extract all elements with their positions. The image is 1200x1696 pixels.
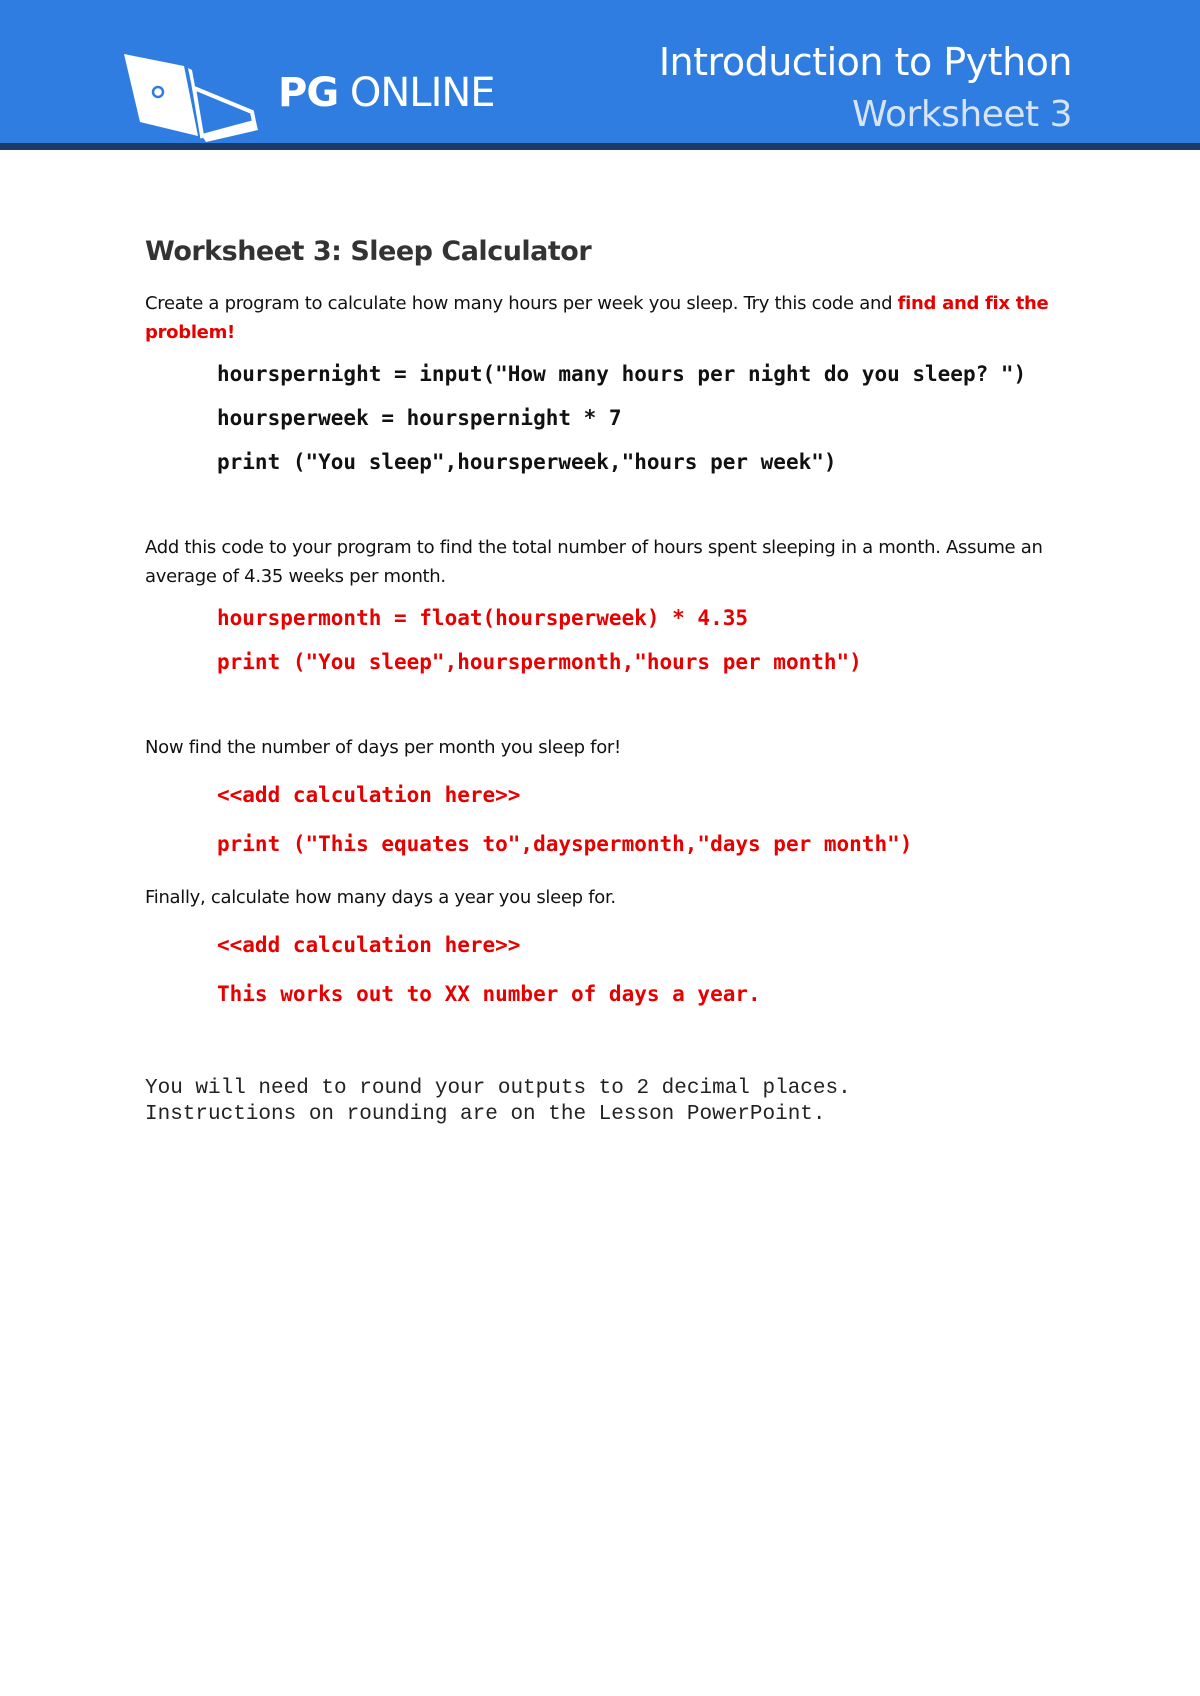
code-line: This works out to XX number of days a year. bbox=[217, 982, 761, 1006]
page-title: Worksheet 3: Sleep Calculator bbox=[145, 236, 592, 267]
brand-logo-text bbox=[278, 70, 495, 116]
worksheet-body bbox=[145, 236, 1060, 1128]
rounding-note-line: You will need to round your outputs to 2 decimal places. bbox=[145, 1077, 851, 1100]
intro-text: Create a program to calculate how many hours per week you sleep. Try this code and bbox=[145, 293, 898, 314]
code-line: hoursperweek = hourspernight * 7 bbox=[217, 406, 622, 430]
code-line: hourspermonth = float(hoursperweek) * 4.35 bbox=[217, 606, 749, 630]
intro-paragraph bbox=[145, 289, 1060, 347]
header-rule bbox=[0, 143, 1200, 150]
instruction-paragraph: Add this code to your program to find the total number of hours spent sleeping in a month. Assume an average of 4.35 weeks per month. bbox=[145, 537, 1043, 587]
code-line: print ("You sleep",hoursperweek,"hours per week") bbox=[217, 450, 837, 474]
instruction-paragraph: Now find the number of days per month you sleep for! bbox=[145, 737, 621, 758]
rounding-note-line: Instructions on rounding are on the Lesson PowerPoint. bbox=[145, 1103, 826, 1126]
code-line: print ("This equates to",dayspermonth,"days per month") bbox=[217, 832, 913, 856]
laptop-logo-icon bbox=[122, 50, 262, 142]
intro-highlight: find and fix the problem! bbox=[145, 293, 1049, 343]
code-line: print ("You sleep",hourspermonth,"hours per month") bbox=[217, 650, 862, 674]
brand-light: ONLINE bbox=[338, 70, 495, 116]
code-line: <<add calculation here>> bbox=[217, 933, 521, 957]
brand-bold: PG bbox=[278, 70, 339, 116]
code-line: hourspernight = input("How many hours per night do you sleep? ") bbox=[217, 362, 1027, 386]
header-title: Introduction to Python bbox=[658, 40, 1072, 84]
code-line: <<add calculation here>> bbox=[217, 783, 521, 807]
instruction-paragraph: Finally, calculate how many days a year you sleep for. bbox=[145, 887, 616, 908]
header-subtitle: Worksheet 3 bbox=[852, 94, 1072, 135]
